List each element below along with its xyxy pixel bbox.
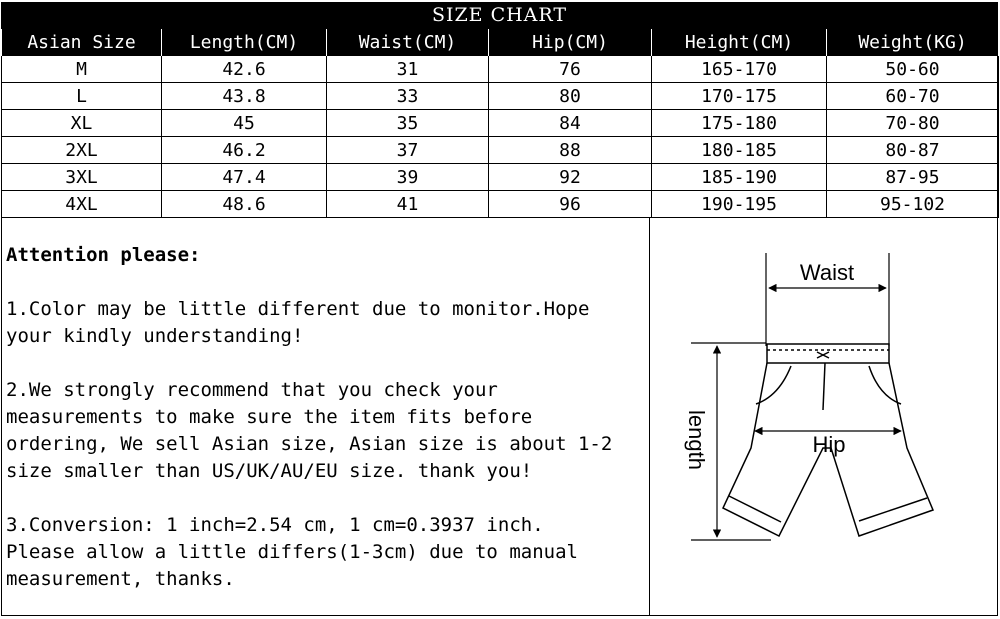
header-weight: Weight(KG) [827, 29, 999, 56]
table-row [2, 110, 999, 137]
shorts-measurement-diagram [651, 218, 998, 615]
table-row [2, 164, 999, 191]
chart-title: SIZE CHART [1, 2, 998, 29]
header-waist: Waist(CM) [327, 29, 489, 56]
table-cell: 95-102 [827, 191, 999, 218]
table-cell: 96 [489, 191, 652, 218]
table-cell: 35 [327, 110, 489, 137]
table-cell: M [2, 56, 162, 83]
header-length: Length(CM) [162, 29, 327, 56]
table-cell: 88 [489, 137, 652, 164]
table-cell: 48.6 [162, 191, 327, 218]
table-cell: 42.6 [162, 56, 327, 83]
table-cell: 33 [327, 83, 489, 110]
table-cell: XL [2, 110, 162, 137]
table-cell: 190-195 [652, 191, 827, 218]
table-cell: 47.4 [162, 164, 327, 191]
size-table [1, 29, 999, 218]
table-cell: 76 [489, 56, 652, 83]
table-cell: 70-80 [827, 110, 999, 137]
table-cell: 2XL [2, 137, 162, 164]
table-cell: 46.2 [162, 137, 327, 164]
table-cell: 185-190 [652, 164, 827, 191]
table-cell: 80-87 [827, 137, 999, 164]
table-cell: 50-60 [827, 56, 999, 83]
note-item: 2.We strongly recommend that you check your measurements to make sure the item fits before ordering, We sell Asian size, Asian size is about 1-2 size smaller than US/UK/AU/EU size. thank you! [6, 379, 613, 482]
table-header-row [2, 29, 999, 56]
table-row [2, 191, 999, 218]
table-cell: 60-70 [827, 83, 999, 110]
table-cell: 3XL [2, 164, 162, 191]
hip-label: Hip [812, 432, 846, 457]
shorts-illustration [651, 218, 998, 615]
table-cell: 37 [327, 137, 489, 164]
table-cell: 4XL [2, 191, 162, 218]
notes-heading: Attention please: [6, 244, 201, 266]
table-cell: 31 [327, 56, 489, 83]
table-cell: 170-175 [652, 83, 827, 110]
note-item: 3.Conversion: 1 inch=2.54 cm, 1 cm=0.3937 inch. Please allow a little differs(1-3cm) due to manual measurement, thanks. [6, 514, 578, 590]
length-label: length [684, 410, 709, 470]
header-hip: Hip(CM) [489, 29, 652, 56]
table-cell: 43.8 [162, 83, 327, 110]
table-cell: L [2, 83, 162, 110]
table-cell: 165-170 [652, 56, 827, 83]
table-cell: 45 [162, 110, 327, 137]
waist-label: Waist [799, 260, 855, 285]
header-height: Height(CM) [652, 29, 827, 56]
header-asian-size: Asian Size [2, 29, 162, 56]
table-cell: 175-180 [652, 110, 827, 137]
table-cell: 39 [327, 164, 489, 191]
table-cell: 84 [489, 110, 652, 137]
attention-notes [2, 218, 650, 615]
table-cell: 80 [489, 83, 652, 110]
note-item: 1.Color may be little different due to monitor.Hope your kindly understanding! [6, 298, 590, 347]
table-cell: 41 [327, 191, 489, 218]
table-row [2, 137, 999, 164]
table-cell: 92 [489, 164, 652, 191]
table-row [2, 56, 999, 83]
table-row [2, 83, 999, 110]
table-cell: 180-185 [652, 137, 827, 164]
table-cell: 87-95 [827, 164, 999, 191]
